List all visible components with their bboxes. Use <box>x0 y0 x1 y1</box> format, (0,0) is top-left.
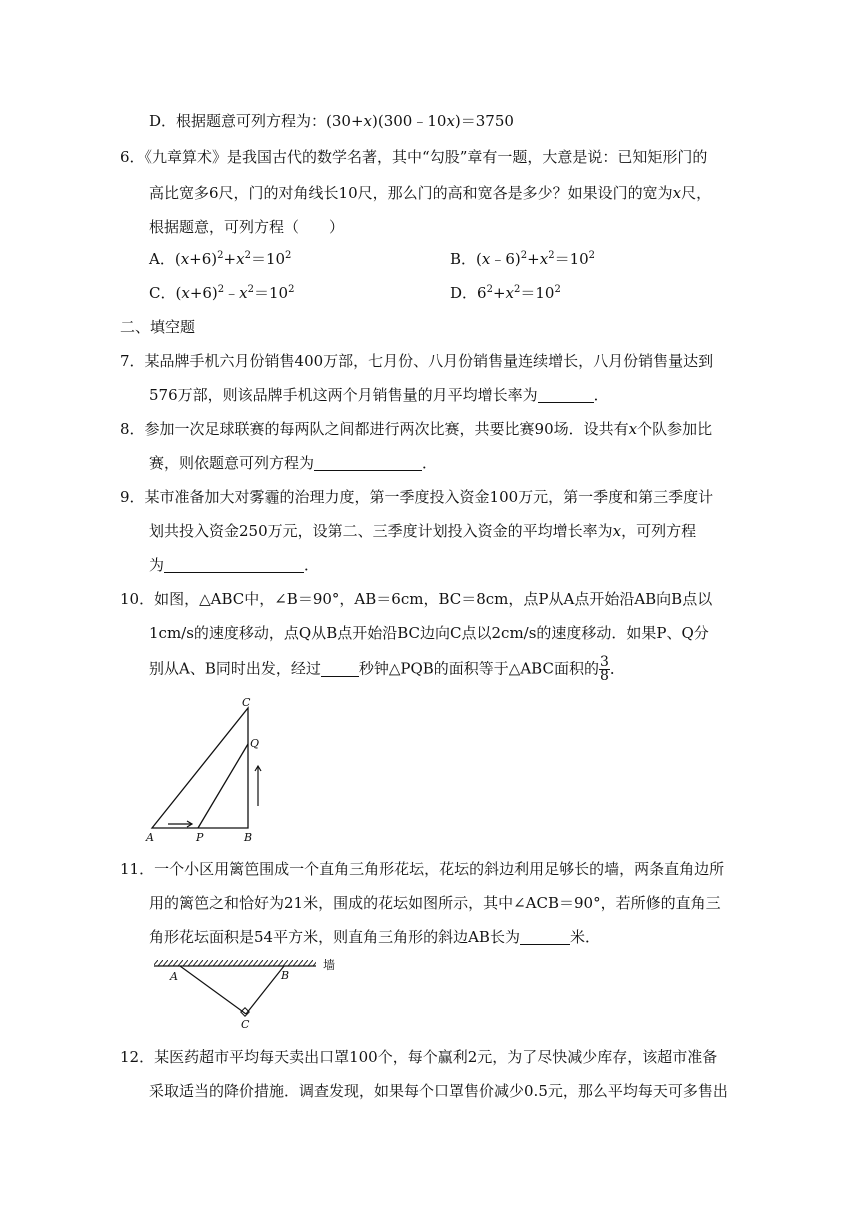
question-6-line-2: 高比宽多6尺，门的对角线长10尺，那么门的高和宽各是多少？如果设门的宽为x尺， <box>149 184 712 202</box>
question-9-line-1: 9．某市准备加大对雾霾的治理力度，第一季度投入资金100万元，第一季度和第三季度计 <box>120 488 714 506</box>
label-c: C <box>241 1018 250 1031</box>
question-11-line-3: 角形花坛面积是54平方米，则直角三角形的斜边AB长为 米． <box>149 928 600 946</box>
answer-blank[interactable] <box>321 660 359 677</box>
label-a: A <box>146 831 154 844</box>
answer-blank[interactable] <box>520 928 570 945</box>
q6-option-a: A．$(x+6)^2+x^2=10^2$ <box>149 250 292 268</box>
q6-option-b: B．$(x﹣6)^2+x^2=10^2$ <box>450 250 596 268</box>
fraction-three-eighths: $\frac{3}{8}$ <box>599 654 609 684</box>
triangle-pqb-figure <box>140 694 280 844</box>
question-11-line-2: 用的篱笆之和恰好为21米，围成的花坛如图所示，其中∠ACB＝90°，若所修的直角三 <box>149 894 721 912</box>
question-8-line-2: 赛，则依题意可列方程为 ． <box>149 454 438 472</box>
question-11-line-1: 11．一个小区用篱笆围成一个直角三角形花坛，花坛的斜边利用足够长的墙，两条直角边所 <box>120 860 725 878</box>
answer-blank[interactable] <box>538 386 594 403</box>
question-9-line-3: 为 ． <box>149 556 320 574</box>
q5-option-d: D．根据题意可列方程为：(30+x)(300﹣10x)＝3750 <box>149 112 514 130</box>
answer-blank[interactable] <box>164 556 304 573</box>
question-7-line-1: 7．某品牌手机六月份销售400万部，七月份、八月份销售量连续增长，八月份销售量达到 <box>120 352 714 370</box>
wall-triangle-figure <box>148 954 348 1034</box>
question-6-line-3: 根据题意，可列方程（ ） <box>149 218 345 236</box>
question-10-line-3: 别从A、B同时出发，经过 秒钟△PQB的面积等于△ABC面积的 $\frac{3}{8}$ ． <box>149 654 625 684</box>
question-9-line-2: 划共投入资金250万元，设第二、三季度计划投入资金的平均增长率为x，可列方程 <box>149 522 697 540</box>
section-heading-fill-in: 二、填空题 <box>120 318 196 336</box>
label-b: B <box>244 831 253 844</box>
label-b: B <box>281 969 290 982</box>
question-8-line-1: 8．参加一次足球联赛的每两队之间都进行两次比赛，共要比赛90场．设共有x个队参加比 <box>120 420 713 438</box>
label-q: Q <box>250 737 260 750</box>
question-6-line-1: 6．《九章算术》是我国古代的数学名著，其中“勾股”章有一题，大意是说：已知矩形门的 <box>120 148 708 166</box>
label-a: A <box>170 970 178 983</box>
answer-blank[interactable] <box>314 454 422 471</box>
q6-option-d: D．$6^2+x^2=10^2$ <box>450 284 561 302</box>
label-wall: 墙 <box>323 958 336 972</box>
segment-pq <box>198 744 248 828</box>
question-10-line-1: 10．如图，△ABC中，∠B＝90°，AB＝6cm，BC＝8cm，点P从A点开始沿AB向B点以 <box>120 590 713 608</box>
q6-option-c: C．$(x+6)^2﹣x^2=10^2$ <box>149 284 295 302</box>
question-12-line-1: 12．某医药超市平均每天卖出口罩100个，每个赢利2元，为了尽快减少库存，该超市准备 <box>120 1048 718 1066</box>
question-10-line-2: 1cm/s的速度移动，点Q从B点开始沿BC边向C点以2cm/s的速度移动．如果P、Q分 <box>149 624 709 642</box>
question-12-line-2: 采取适当的降价措施．调查发现，如果每个口罩售价减少0.5元，那么平均每天可多售出 <box>149 1082 728 1100</box>
question-7-line-2: 576万部，则该品牌手机这两个月销售量的月平均增长率为 ． <box>149 386 609 404</box>
wall-hatching <box>154 960 316 966</box>
label-c: C <box>242 696 251 709</box>
label-p: P <box>196 831 204 844</box>
